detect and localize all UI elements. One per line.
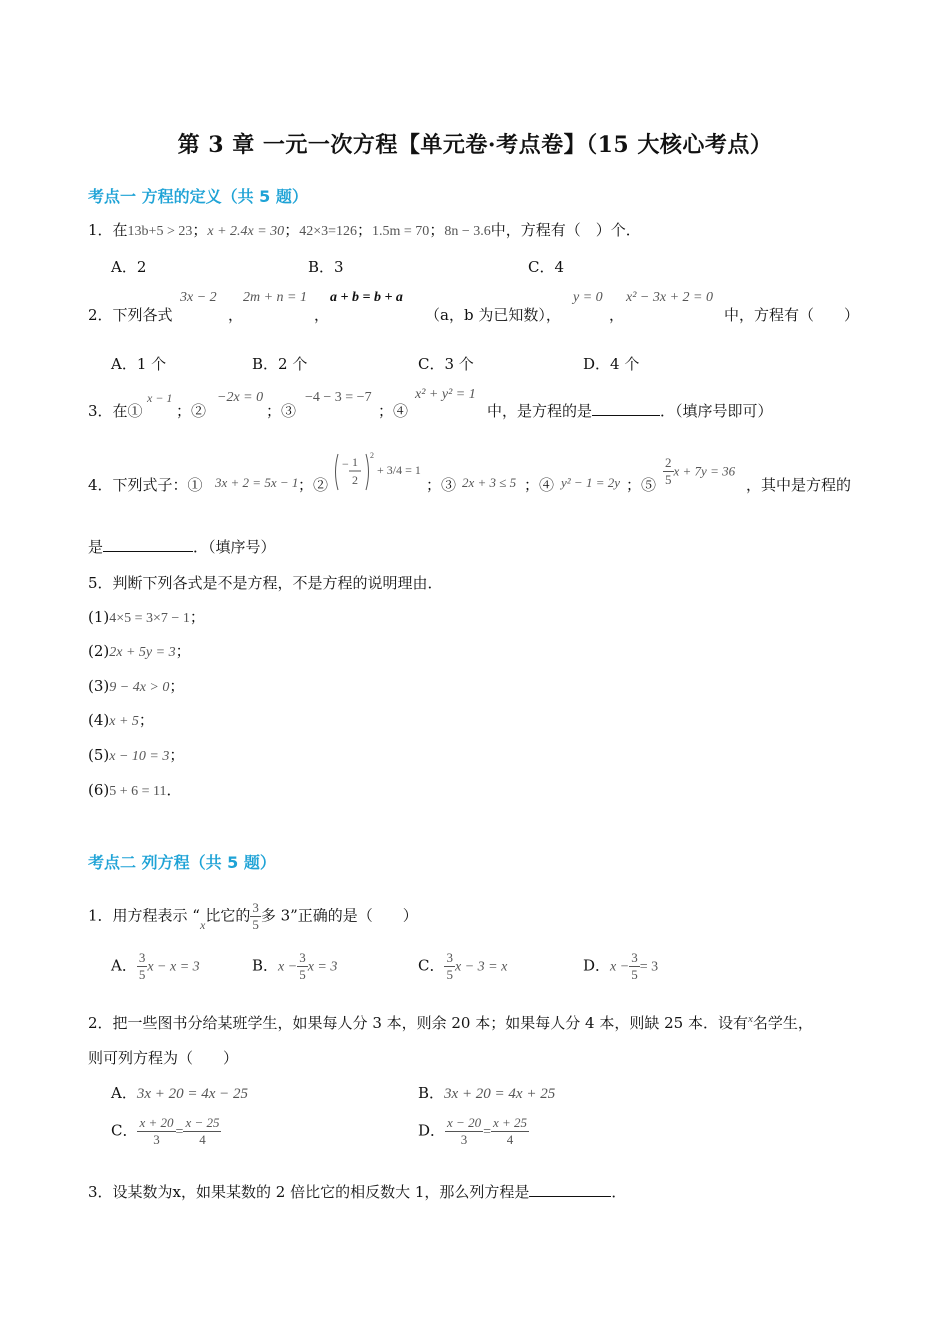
s1-q1-option-b: B．3 bbox=[308, 258, 344, 276]
s1-q2-option-d: D．4 个 bbox=[583, 355, 640, 373]
s1-question-4-prefix: 4．下列式子：① bbox=[88, 476, 203, 494]
s1-q5-item: (1)4×5 = 3×7 − 1； bbox=[88, 608, 205, 626]
svg-text:−: − bbox=[342, 457, 349, 471]
s1-q4-answer-blank[interactable] bbox=[103, 537, 193, 552]
s1-question-1: 1．在13b+5 > 23；x + 2.4x = 30；42×3=126；1.5m = 70；8n − 3.6中，方程有（ ）个． bbox=[88, 221, 641, 239]
s1-q3-expr-2: −2x = 0 bbox=[217, 390, 264, 405]
s1-q2-option-c: C．3 个 bbox=[418, 355, 474, 373]
s1-q5-item: (6)5 + 6 = 11． bbox=[88, 781, 182, 799]
s1-q2-option-b: B．2 个 bbox=[252, 355, 308, 373]
s1-q2-expr-4: y = 0 bbox=[573, 290, 603, 305]
fraction-three-fifths: $\frac{3}{5}$ bbox=[252, 900, 259, 932]
s1-q4-expr-5: $\frac{2}{5}$ x + 7y = 36 bbox=[665, 455, 736, 487]
s1-q3-expr-4: x² + y² = 1 bbox=[415, 387, 476, 402]
s1-q5-item: (3)9 − 4x > 0； bbox=[88, 677, 185, 695]
s2-q1-option-d: D．x − $\frac{3}{5}$ = 3 bbox=[583, 950, 659, 982]
s1-q3-expr-1: x − 1 bbox=[147, 391, 173, 405]
s1-q4-expr-1: 3x + 2 = 5x − 1 bbox=[215, 475, 299, 490]
s2-q1-option-b: B．x − $\frac{3}{5}$ x = 3 bbox=[252, 950, 338, 982]
s1-q4-expr-2: − 1 2 2 + 3/4 = 1 bbox=[333, 450, 423, 490]
s1-question-2-prefix: 2．下列各式 bbox=[88, 306, 173, 324]
s2-q1-option-c: C． $\frac{3}{5}$ x − 3 = x bbox=[418, 950, 508, 982]
s1-q2-expr-3: a + b = b + a bbox=[330, 290, 403, 305]
s2-question-2-line1: 2．把一些图书分给某班学生，如果每人分 3 本，则余 20 本；如果每人分 4 本，则缺 25 本．设有$^x$名学生， bbox=[88, 1013, 813, 1032]
s2-q2-option-d: D． $\frac{x - 20}{3}$ = $\frac{x + 25}{4}$ bbox=[418, 1115, 528, 1147]
s2-q3-answer-blank[interactable] bbox=[529, 1182, 611, 1197]
s1-question-5-stem: 5．判断下列各式是不是方程，不是方程的说明理由． bbox=[88, 574, 443, 592]
s1-q1-option-c: C．4 bbox=[528, 258, 565, 276]
section-heading-2: 考点二 列方程（共 5 题） bbox=[88, 853, 276, 872]
s2-question-3: 3．设某数为x，如果某数的 2 倍比它的相反数大 1，那么列方程是 ． bbox=[88, 1183, 627, 1201]
s1-q2-expr-2: 2m + n = 1 bbox=[243, 290, 308, 305]
s1-q5-item: (5)x − 10 = 3； bbox=[88, 746, 185, 764]
s2-q2-option-a: A．3x + 20 = 4x − 25 bbox=[111, 1084, 249, 1102]
s1-q4-line2: 是 ．（填序号） bbox=[88, 538, 276, 556]
s1-q1-option-a: A．2 bbox=[111, 258, 147, 276]
s1-q5-item: (2)2x + 5y = 3； bbox=[88, 642, 191, 660]
s1-q4-expr-4: y² − 1 = 2y bbox=[561, 475, 620, 490]
section-heading-1: 考点一 方程的定义（共 5 题） bbox=[88, 187, 308, 206]
s2-q2-option-c: C． $\frac{x + 20}{3}$ = $\frac{x - 25}{4}$ bbox=[111, 1115, 220, 1147]
s1-q2-expr-5: x² − 3x + 2 = 0 bbox=[626, 290, 713, 305]
svg-text:1: 1 bbox=[352, 455, 358, 469]
s1-q2-suffix: 中，方程有（ ） bbox=[724, 306, 860, 324]
s1-q2-option-a: A．1 个 bbox=[111, 355, 167, 373]
s1-q3-answer-blank[interactable] bbox=[592, 401, 660, 416]
s1-q5-item: (4)x + 5； bbox=[88, 711, 154, 729]
s2-q2-option-b: B．3x + 20 = 4x + 25 bbox=[418, 1084, 556, 1102]
page-title: 第 3 章 一元一次方程【单元卷·考点卷】（15 大核心考点） bbox=[177, 132, 773, 158]
s1-question-3-prefix: 3．在① bbox=[88, 402, 143, 420]
s2-q1-option-a: A． $\frac{3}{5}$ x − x = 3 bbox=[111, 950, 200, 982]
s2-question-2-line2: 则可列方程为（ ） bbox=[88, 1049, 239, 1067]
s1-q2-expr-1: 3x − 2 bbox=[180, 290, 217, 305]
s1-q4-expr-3: 2x + 3 ≤ 5 bbox=[462, 475, 517, 490]
fraction-two-fifths: $\frac{2}{5}$ bbox=[665, 455, 672, 487]
s1-q2-note: （a，b 为已知数）， bbox=[425, 306, 561, 324]
s2-question-1: 1．用方程表示 “$_x$比它的 $\frac{3}{5}$ 多 3”正确的是（ ） bbox=[88, 900, 418, 932]
svg-text:2: 2 bbox=[370, 451, 374, 460]
s1-q3-expr-3: −4 − 3 = −7 bbox=[305, 390, 372, 405]
svg-text:2: 2 bbox=[352, 473, 358, 487]
